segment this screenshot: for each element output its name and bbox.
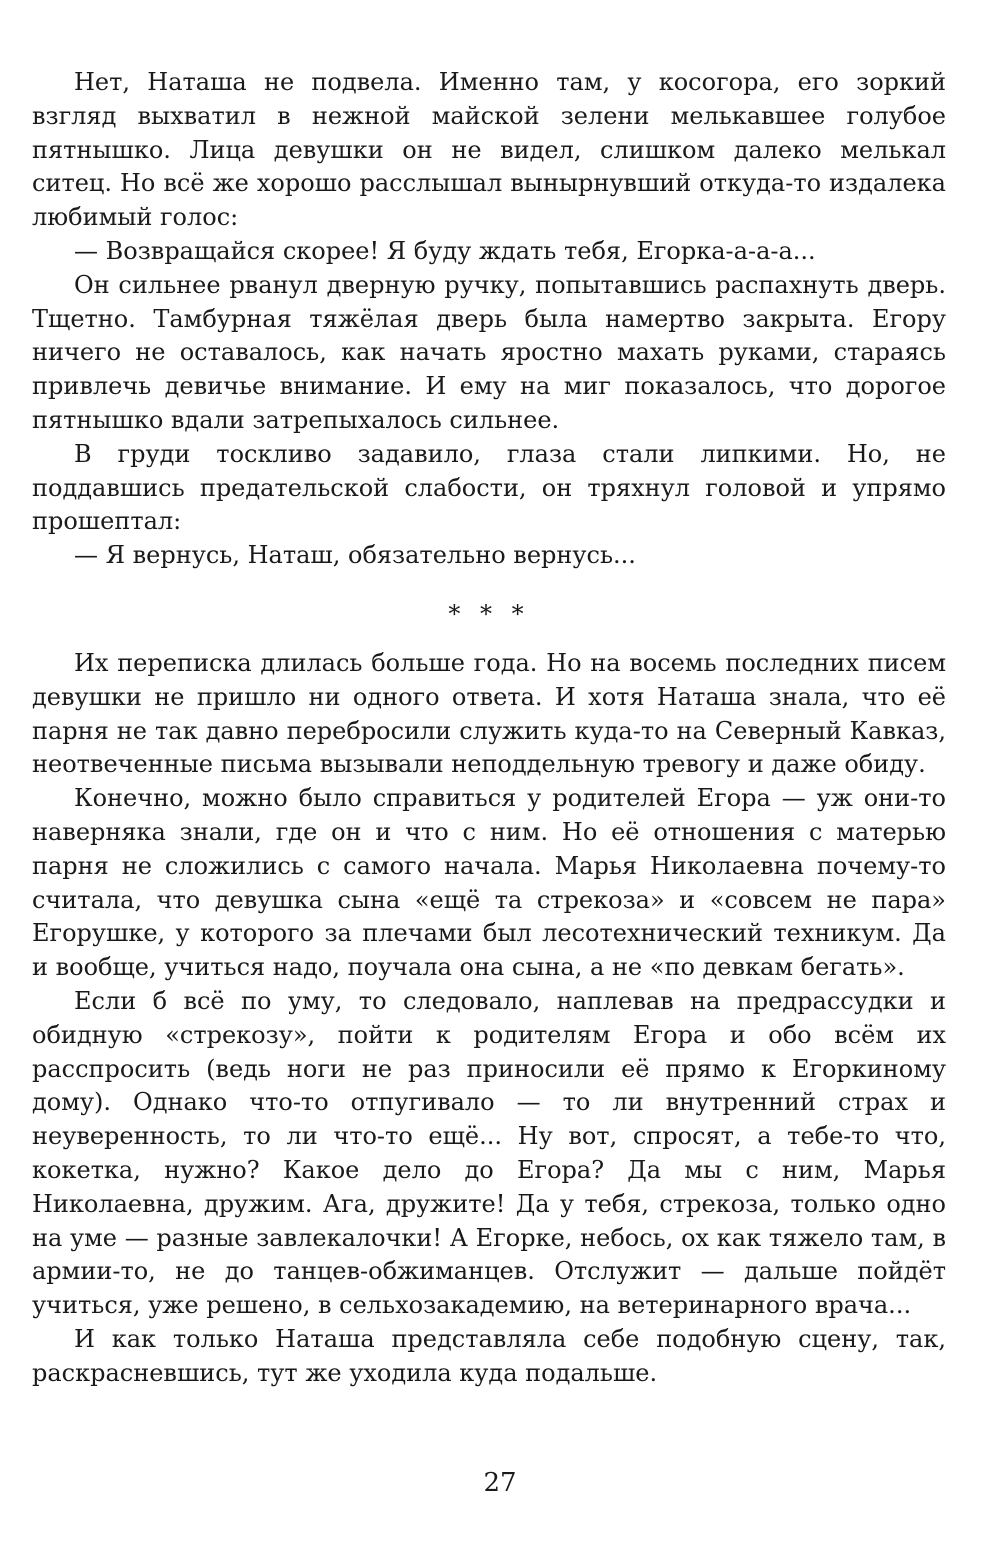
paragraph: В груди тоскливо задавило, глаза стали липкими. Но, не поддавшись предательской слабости, он тряхнул головой и упрямо прошептал: — [32, 439, 946, 536]
section-break: * * * — [448, 599, 530, 628]
paragraph: — Возвращайся скорее! Я буду ждать тебя, Егорка-а-а-а... — [74, 236, 816, 265]
paragraph: Их переписка длилась больше года. Но на восемь последних писем девушки не пришло ни одного ответа. И хотя Наташа знала, что её парня не так давно перебросили служить куда-то на Северный Кавказ, неотвеченные письма вызывали неподдельную тревогу и даже обиду. — [32, 648, 946, 779]
page-body — [32, 66, 946, 1390]
page-number: 27 — [483, 1468, 517, 1498]
paragraph: Он сильнее рванул дверную ручку, попытавшись распахнуть дверь. Тщетно. Тамбурная тяжёлая дверь была намертво закрыта. Егору ничего не оставалось, как начать яростно махать руками, стараясь привлечь девичье внимание. И ему на миг показалось, что дорогое пятнышко вдали затрепыхалось сильнее. — [32, 270, 946, 434]
paragraph: И как только Наташа представляла себе подобную сцену, так, раскрасневшись, тут же уходила куда подальше. — [32, 1324, 946, 1387]
paragraph: — Я вернусь, Наташ, обязательно вернусь... — [74, 541, 636, 570]
paragraph: Конечно, можно было справиться у родителей Егора — уж они-то наверняка знали, где он и что с ним. Но её отношения с матерью парня не сложились с самого начала. Марья Николаевна почему-то считала, что девушка сына «ещё та стрекоза» и «совсем не пара» Егорушке, у которого за плечами был лесотехнический техникум. Да и вообще, учиться надо, поучала она сына, а не «по девкам бегать». — [32, 784, 946, 982]
paragraph: Нет, Наташа не подвела. Именно там, у косогора, его зоркий взгляд выхватил в нежной майской зелени мелькавшее голубое пятнышко. Лица девушки он не видел, слишком далеко мелькал ситец. Но всё же хорошо расслышал вынырнувший откуда-то издалека любимый голос: — [32, 68, 946, 232]
paragraph: Если б всё по уму, то следовало, наплевав на предрассудки и обидную «стрекозу», пойти к родителям Егора и обо всём их расспросить (ведь ноги не раз приносили её прямо к Егоркиному дому). Однако что-то отпугивало — то ли внутренний страх и неуверенность, то ли что-то ещё... Ну вот, спросят, а тебе-то что, кокетка, нужно? Какое дело до Егора? Да мы с ним, Марья Николаевна, дружим. Ага, дружите! Да у тебя, стрекоза, только одно на уме — разные завлекалочки! А Егорке, небось, ох как тяжело там, в армии-то, не до танцев-обжиманцев. Отслужит — дальше пойдёт учиться, уже решено, в сельхозакадемию, на ветеринарного врача... — [32, 986, 946, 1320]
